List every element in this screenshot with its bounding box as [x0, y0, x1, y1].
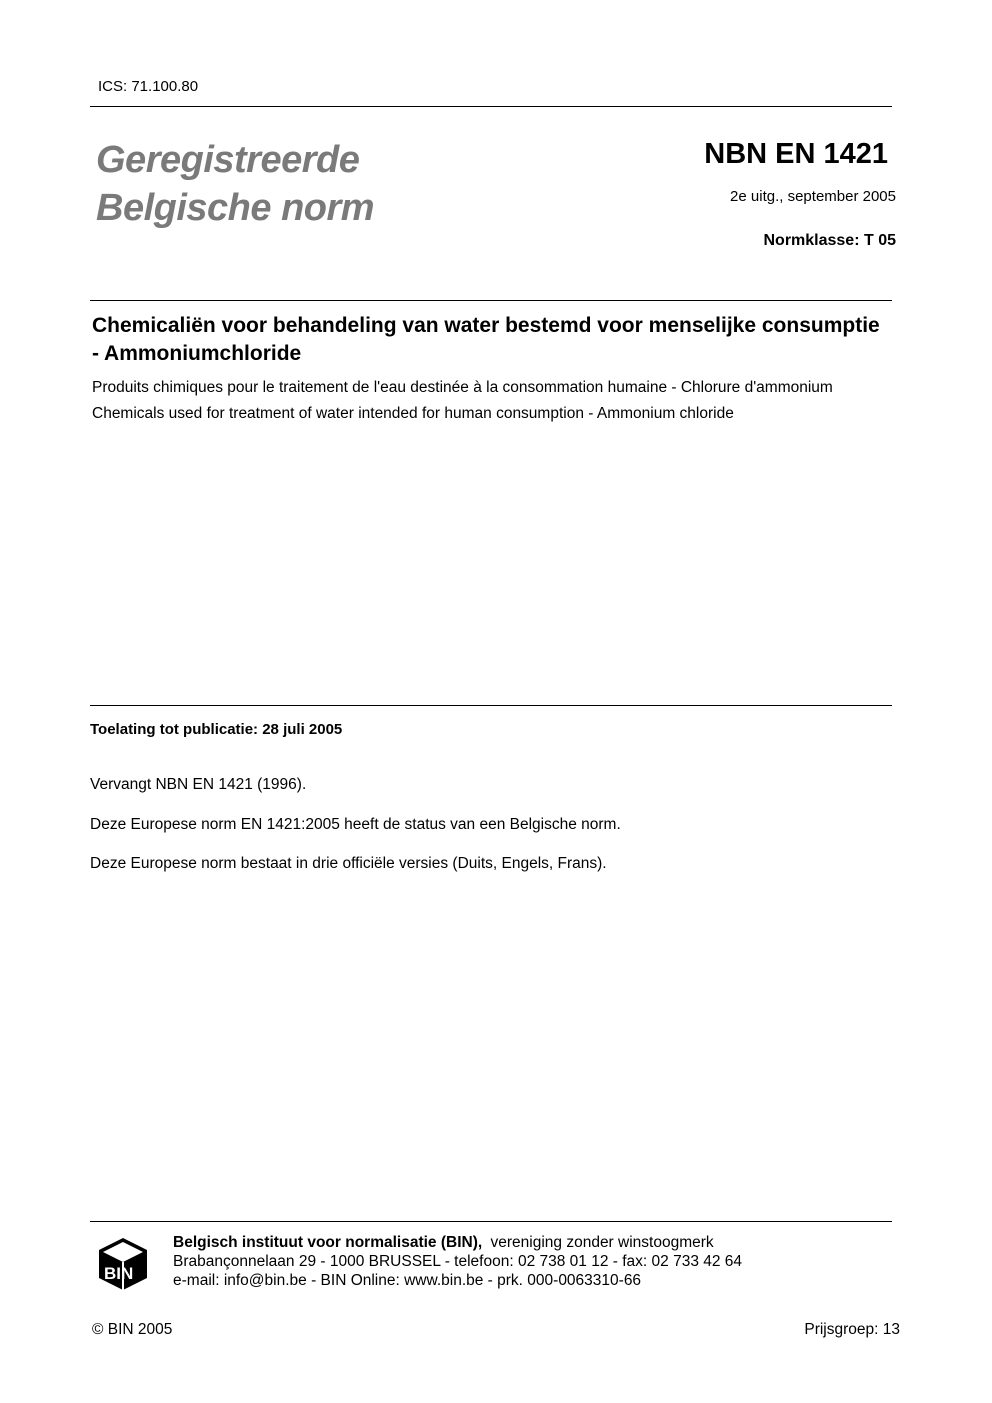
title-divider: [90, 300, 892, 301]
ics-code: ICS: 71.100.80: [98, 78, 199, 95]
norm-class: Normklasse: T 05: [763, 232, 896, 249]
title-french: Produits chimiques pour le traitement de l'eau destinée à la consommation humaine - Chlorure d'ammonium: [92, 379, 833, 396]
organization-contact: e-mail: info@bin.be - BIN Online: www.bin.be - prk. 000-0063310-66: [173, 1272, 642, 1289]
organization-name: Belgisch instituut voor normalisatie (BIN),: [173, 1234, 483, 1251]
price-group: Prijsgroep: 13: [804, 1321, 900, 1338]
standard-number: NBN EN 1421: [704, 138, 888, 170]
versions-note: Deze Europese norm bestaat in drie officiële versies (Duits, Engels, Frans).: [90, 855, 607, 872]
logo-text: BIN: [104, 1264, 134, 1283]
brand-title-line2: Belgische norm: [96, 187, 375, 229]
approval-date: Toelating tot publicatie: 28 juli 2005: [90, 721, 343, 738]
edition-info: 2e uitg., september 2005: [730, 188, 896, 205]
body-divider: [90, 705, 892, 706]
organization-info: [173, 1233, 742, 1290]
title-dutch: Chemicaliën voor behandeling van water bestemd voor menselijke consumptie - Ammoniumchloride: [92, 314, 880, 365]
organization-type: vereniging zonder winstoogmerk: [490, 1234, 714, 1251]
title-english: Chemicals used for treatment of water intended for human consumption - Ammonium chloride: [92, 405, 734, 422]
footer-divider: [90, 1221, 892, 1222]
top-divider: [90, 106, 892, 107]
status-note: Deze Europese norm EN 1421:2005 heeft de status van een Belgische norm.: [90, 816, 621, 833]
replaces-note: Vervangt NBN EN 1421 (1996).: [90, 776, 307, 793]
bin-logo: [97, 1236, 149, 1292]
copyright: © BIN 2005: [92, 1321, 173, 1338]
organization-line1: [173, 1233, 742, 1252]
brand-title: [96, 136, 374, 232]
brand-title-line1: Geregistreerde: [96, 139, 360, 181]
organization-address: Brabançonnelaan 29 - 1000 BRUSSEL - telefoon: 02 738 01 12 - fax: 02 733 42 64: [173, 1253, 743, 1270]
